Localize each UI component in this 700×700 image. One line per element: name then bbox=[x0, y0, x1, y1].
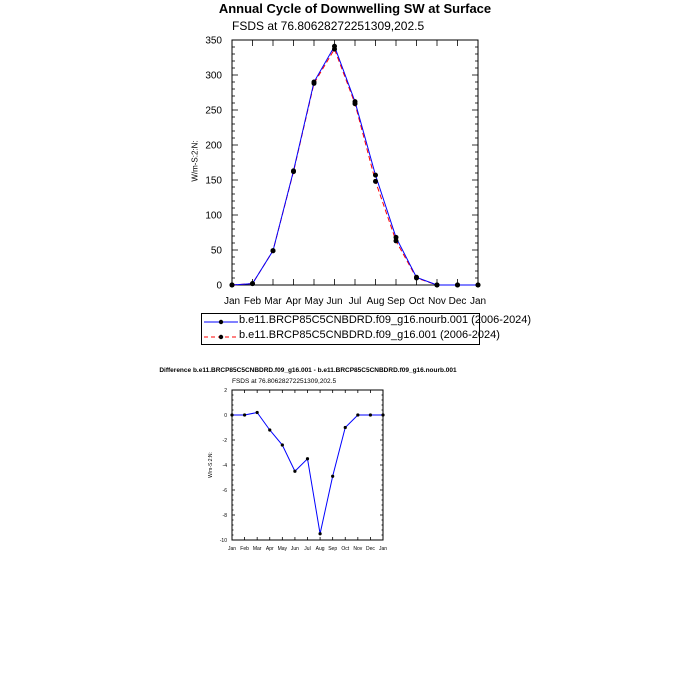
chart-subtitle: FSDS at 76.80628272251309,202.5 bbox=[232, 19, 425, 33]
legend-label-base: b.e11.BRCP85C5CNBDRD.f09_g16.001 (2006-2024) bbox=[239, 329, 500, 341]
diff-series-line-0 bbox=[232, 413, 383, 534]
main-x-tick-label: Dec bbox=[448, 296, 467, 307]
main-x-tick-label: Nov bbox=[428, 296, 446, 307]
diff-x-tick-label: May bbox=[277, 546, 288, 552]
main-x-tick-label: Jan bbox=[223, 296, 241, 307]
diff-series-0-point bbox=[369, 413, 372, 416]
chart-legend bbox=[201, 313, 532, 345]
main-series-1-point bbox=[312, 81, 317, 86]
main-x-tick-label: Oct bbox=[408, 296, 425, 307]
diff-x-tick-label: Jan bbox=[227, 546, 237, 552]
main-y-tick-label: 250 bbox=[205, 105, 222, 117]
main-series-1-point bbox=[271, 248, 276, 253]
chart-title: Annual Cycle of Downwelling SW at Surface bbox=[218, 1, 492, 16]
y-axis-label: W/m-S:2:N: bbox=[190, 140, 200, 182]
main-series-1-point bbox=[373, 179, 378, 184]
main-series-1-point bbox=[394, 238, 399, 243]
main-series-1-point bbox=[250, 281, 255, 286]
diff-series-0-point bbox=[306, 457, 309, 460]
main-x-tick-label: Apr bbox=[285, 296, 302, 307]
diff-chart-subtitle: FSDS at 76.80628272251309,202.5 bbox=[232, 378, 337, 385]
diff-x-tick-label: Apr bbox=[265, 546, 274, 552]
diff-y-tick-label: 2 bbox=[224, 387, 227, 394]
diff-series-0-point bbox=[356, 413, 359, 416]
diff-y-tick-label: -8 bbox=[222, 512, 227, 519]
diff-series-0-point bbox=[331, 475, 334, 478]
main-series-1-point bbox=[414, 276, 419, 281]
legend-entry-nourb bbox=[202, 314, 532, 329]
main-series-0-point bbox=[373, 173, 378, 178]
main-series-line-0 bbox=[232, 46, 478, 285]
diff-y-tick-label: -2 bbox=[222, 437, 227, 444]
diff-x-tick-label: Feb bbox=[240, 546, 249, 552]
diff-y-axis-label: W/m-S:2:N: bbox=[208, 452, 214, 478]
diff-y-tick-label: 0 bbox=[224, 412, 227, 419]
diff-series-0-point bbox=[344, 426, 347, 429]
main-y-tick-label: 200 bbox=[205, 140, 222, 152]
main-series-1-point bbox=[435, 283, 440, 288]
diff-y-tick-label: -4 bbox=[222, 462, 227, 469]
main-y-tick-label: 150 bbox=[205, 175, 222, 187]
diff-x-tick-label: Dec bbox=[365, 546, 375, 552]
legend-entry-base bbox=[202, 329, 500, 344]
diff-y-tick-label: -6 bbox=[222, 487, 227, 494]
diff-chart-title: Difference b.e11.BRCP85C5CNBDRD.f09_g16.001 - b.e11.BRCP85C5CNBDRD.f09_g16.nourb.001 bbox=[159, 367, 457, 374]
diff-series-0-point bbox=[381, 413, 384, 416]
diff-x-tick-label: Jul bbox=[304, 546, 311, 552]
diff-series-0-point bbox=[230, 413, 233, 416]
main-series-1-point bbox=[332, 47, 337, 52]
main-series-1-point bbox=[291, 169, 296, 174]
main-x-tick-label: Jun bbox=[326, 296, 343, 307]
main-x-tick-label: May bbox=[304, 296, 324, 307]
diff-x-tick-label: Mar bbox=[252, 546, 262, 552]
legend-swatch-red bbox=[204, 332, 240, 342]
main-x-tick-label: Aug bbox=[366, 296, 385, 307]
legend-label-nourb: b.e11.BRCP85C5CNBDRD.f09_g16.nourb.001 (2006-2024) bbox=[239, 314, 532, 326]
main-x-tick-label: Mar bbox=[264, 296, 282, 307]
diff-series-0-point bbox=[318, 532, 321, 535]
main-series-1-point bbox=[476, 283, 481, 288]
main-x-tick-label: Jul bbox=[348, 296, 362, 307]
diff-x-tick-label: Aug bbox=[315, 546, 325, 552]
diff-x-tick-label: Jun bbox=[290, 546, 299, 552]
main-series-1-point bbox=[353, 101, 358, 106]
main-x-tick-label: Sep bbox=[387, 296, 405, 307]
main-series-1-point bbox=[455, 283, 460, 288]
diff-series-0-point bbox=[243, 413, 246, 416]
main-series-line-1 bbox=[232, 49, 478, 285]
diff-x-tick-label: Nov bbox=[353, 546, 363, 552]
main-y-tick-label: 0 bbox=[216, 280, 222, 292]
diff-x-tick-label: Jan bbox=[378, 546, 388, 552]
main-x-tick-label: Feb bbox=[243, 296, 262, 307]
main-y-tick-label: 50 bbox=[210, 245, 222, 257]
main-y-tick-label: 100 bbox=[205, 210, 222, 222]
diff-series-0-point bbox=[268, 428, 271, 431]
main-y-tick-label: 350 bbox=[205, 35, 222, 47]
diff-y-tick-label: -10 bbox=[219, 537, 227, 544]
main-x-tick-label: Jan bbox=[469, 296, 487, 307]
diff-x-tick-label: Sep bbox=[328, 546, 338, 552]
diff-series-0-point bbox=[293, 470, 296, 473]
diff-x-tick-label: Oct bbox=[341, 546, 350, 552]
diff-series-0-point bbox=[256, 411, 259, 414]
main-series-1-point bbox=[230, 283, 235, 288]
diff-series-0-point bbox=[281, 443, 284, 446]
main-y-tick-label: 300 bbox=[205, 70, 222, 82]
main-plot-frame bbox=[232, 40, 478, 285]
legend-swatch-blue bbox=[204, 317, 240, 327]
